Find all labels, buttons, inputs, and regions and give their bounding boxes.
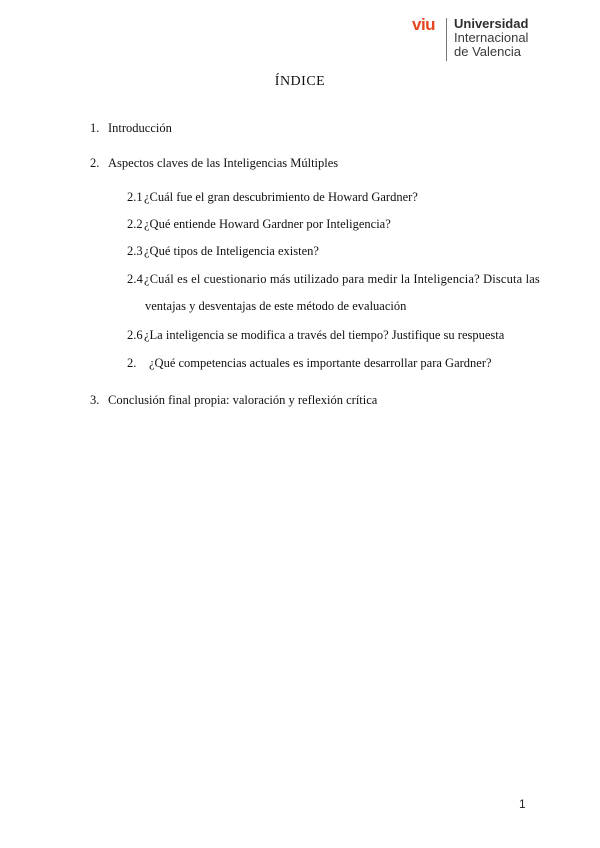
toc-subentry xyxy=(127,327,504,343)
toc-entry-number: 1. xyxy=(90,121,100,135)
toc-entry-number: 2.4 xyxy=(127,272,144,286)
toc-entry xyxy=(90,155,338,171)
logo-line-2: Internacional xyxy=(454,30,529,45)
toc-entry-number: 2. xyxy=(127,356,137,370)
toc-entry-text: ¿La inteligencia se modifica a través del tiempo? Justifique su respuesta xyxy=(144,328,505,342)
toc-subentry xyxy=(127,243,319,259)
toc-entry-number: 3. xyxy=(90,393,100,407)
toc-entry-number: 2.2 xyxy=(127,217,143,231)
logo-line-1: Universidad xyxy=(454,16,529,31)
toc-entry-number: 2.1 xyxy=(127,190,143,204)
logo-mark: viu xyxy=(412,15,436,34)
toc-entry-text: ¿Qué competencias actuales es importante desarrollar para Gardner? xyxy=(149,356,492,370)
logo-line-3: de Valencia xyxy=(454,44,521,59)
toc-title: ÍNDICE xyxy=(274,74,326,89)
toc-entry-text: Conclusión final propia: valoración y reflexión crítica xyxy=(108,393,378,407)
toc-entry xyxy=(90,392,377,408)
logo-text xyxy=(454,17,528,59)
toc-entry-text-continuation: ventajas y desventajas de este método de evaluación xyxy=(145,299,407,313)
toc-entry-number: 2.3 xyxy=(127,244,143,258)
university-logo xyxy=(412,15,592,63)
toc-entry-text: ¿Cuál fue el gran descubrimiento de Howard Gardner? xyxy=(144,190,418,204)
toc-entry-text: Introducción xyxy=(108,121,172,135)
toc-entry-text: ¿Qué entiende Howard Gardner por Inteligencia? xyxy=(144,217,391,231)
toc-entry-text: Aspectos claves de las Inteligencias Múltiples xyxy=(108,156,339,170)
toc-subentry xyxy=(127,355,492,371)
toc-entry xyxy=(90,120,172,136)
logo-divider xyxy=(446,18,447,61)
toc-entry-number: 2.6 xyxy=(127,328,143,342)
page-number: 1 xyxy=(519,797,526,811)
toc-entry-text: ¿Qué tipos de Inteligencia existen? xyxy=(144,244,319,258)
toc-entry-text: ¿Cuál es el cuestionario más utilizado para medir la Inteligencia? Discuta las xyxy=(144,272,540,286)
toc-subentry xyxy=(127,271,540,313)
toc-subentry xyxy=(127,189,418,205)
toc-entry-number: 2. xyxy=(90,156,100,170)
toc-subentry xyxy=(127,216,391,232)
